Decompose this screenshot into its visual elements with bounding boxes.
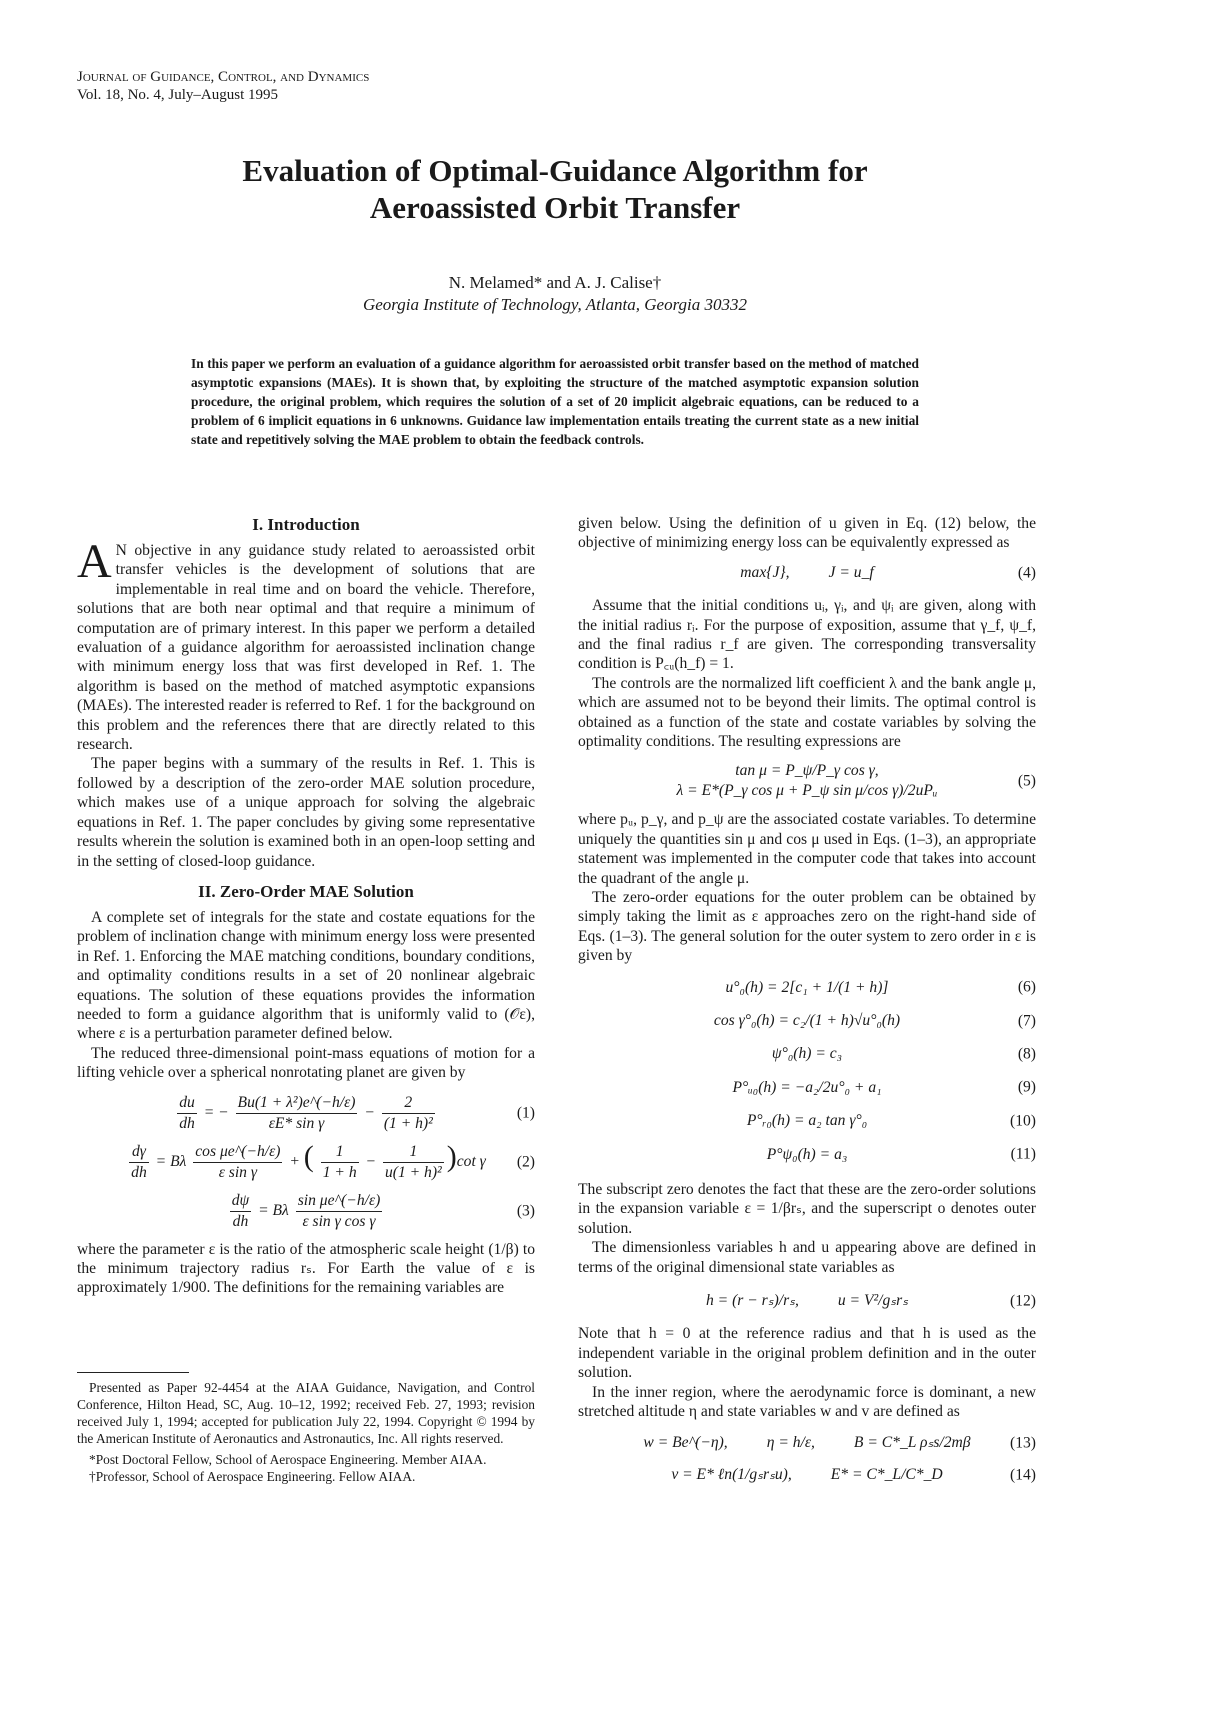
eq-text: ε sin γ cos γ xyxy=(296,1211,383,1232)
eq-text: dψ xyxy=(231,1191,250,1209)
equation-number: (2) xyxy=(516,1153,535,1171)
paragraph: The controls are the normalized lift coefficient λ and the bank angle μ, which are assumed not to be beyond their limits. The optimal control is obtained as a function of the state and costate variables by solving the optimality conditions. The resulting expressions are xyxy=(578,674,1036,751)
equation-number: (14) xyxy=(1010,1465,1036,1483)
equation-9 xyxy=(578,1078,1036,1097)
author-block xyxy=(0,272,1110,316)
equation-14 xyxy=(578,1465,1036,1484)
equation-number: (6) xyxy=(1017,978,1036,996)
equation-number: (3) xyxy=(516,1202,535,1220)
eq-text: P°ψ₀(h) = a₃ xyxy=(766,1145,848,1163)
title-text: Evaluation of Optimal-Guidance Algorithm for Aeroassisted Orbit Transfer xyxy=(242,153,868,225)
equation-number: (9) xyxy=(1017,1078,1036,1096)
equation-number: (1) xyxy=(516,1104,535,1122)
paragraph: given below. Using the definition of u given in Eq. (12) below, the objective of minimizing energy loss can be equivalently expressed as xyxy=(578,515,1036,552)
equation-13 xyxy=(578,1433,1036,1452)
equation-number: (12) xyxy=(1010,1292,1036,1309)
equation-number: (10) xyxy=(1010,1112,1036,1130)
footnote: *Post Doctoral Fellow, School of Aerospace Engineering. Member AIAA. xyxy=(89,1452,487,1467)
section-heading-introduction: I. Introduction xyxy=(252,515,360,534)
paragraph: The subscript zero denotes the fact that these are the zero-order solutions in the expansion variable ε = 1/βrₛ, and the superscript o denotes outer solution. xyxy=(578,1180,1036,1237)
eq-text: tan μ = P_ψ/P_γ cos γ, xyxy=(735,762,879,780)
paragraph: The dimensionless variables h and u appearing above are defined in terms of the original dimensional state variables as xyxy=(578,1239,1036,1276)
equation-number: (8) xyxy=(1017,1045,1036,1063)
section-heading-zero-order: II. Zero-Order MAE Solution xyxy=(198,881,414,901)
left-column xyxy=(77,512,535,1298)
eq-text: ε sin γ xyxy=(193,1162,282,1183)
eq-text: P°ᵤ₀(h) = −a₂/2u°₀ + a₁ xyxy=(732,1078,882,1096)
equation-number: (4) xyxy=(1017,563,1036,581)
eq-text: 1 + h xyxy=(322,1163,357,1181)
eq-text: u(1 + h)² xyxy=(384,1163,442,1181)
paragraph: Note that h = 0 at the reference radius and that h is used as the independent variable in the original problem definition and in the outer solution. xyxy=(578,1325,1036,1382)
footnote: †Professor, School of Aerospace Engineering. Fellow AIAA. xyxy=(89,1469,416,1484)
eq-text: λ = E*(P_γ cos μ + P_ψ sin μ/cos γ)/2uPᵤ xyxy=(676,781,938,799)
equation-8 xyxy=(578,1044,1036,1063)
paragraph-text: N objective in any guidance study related to aeroassisted orbit transfer vehicles is the development of solutions that are implementable in real time and on board the vehicle. Therefore, solutions that are both near optimal and that require a minimum of computation are of primary interest. In this paper we perform a detailed evaluation of a guidance algorithm for aeroassisted inclination change with minimum energy loss that was first developed in Ref. 1. The algorithm is based on the method of matched asymptotic expansions (MAEs). The interested reader is referred to Ref. 1 for the background on this problem and the references there that are directly related to this research. xyxy=(77,542,535,754)
paragraph: A complete set of integrals for the state and costate equations for the problem of inclination change with minimum energy loss were presented in Ref. 1. Enforcing the MAE matching conditions, boundary conditions, and optimality conditions results in a set of 20 nonlinear algebraic equations. The solution of these equations provides the information needed to form a guidance algorithm that is uniformly valid to (𝒪ε), where ε is a perturbation parameter defined below. xyxy=(77,908,535,1043)
authors: N. Melamed* and A. J. Calise† xyxy=(448,273,662,292)
equation-4 xyxy=(578,563,1036,582)
paragraph: The reduced three-dimensional point-mass equations of motion for a lifting vehicle over a spherical nonrotating planet are given by xyxy=(77,1044,535,1082)
abstract: In this paper we perform an evaluation of a guidance algorithm for aeroassisted orbit transfer based on the method of matched asymptotic expansions (MAEs). It is shown that, by exploiting the structure of the matched asymptotic expansion solution procedure, the original problem, which requires the solution of a set of 20 implicit algebraic equations, can be reduced to a problem of 6 implicit equations in 6 unknowns. Guidance law implementation entails treating the current state as a new initial state and repetitively solving the MAE problem to obtain the feedback controls. xyxy=(191,356,919,447)
eq-text: P°ᵣ₀(h) = a₂ tan γ°₀ xyxy=(746,1112,868,1130)
journal-header xyxy=(77,68,369,104)
eq-text: max{J}, J = u_f xyxy=(740,563,874,581)
right-column xyxy=(578,514,1036,1496)
paper-title xyxy=(0,152,1110,226)
paragraph: The zero-order equations for the outer problem can be obtained by simply taking the limit as ε approaches zero on the right-hand side of Eqs. (1–3). The general solution for the outer system to zero order in ε is given by xyxy=(578,888,1036,965)
eq-text: dh xyxy=(179,1114,195,1132)
drop-cap: A xyxy=(77,535,112,588)
affiliation: Georgia Institute of Technology, Atlanta, Georgia 30332 xyxy=(362,295,748,314)
equation-10 xyxy=(578,1111,1036,1130)
equation-2: $\frac{d\gamma}{dh}$ = Bλ $\frac{\text{cos μe\textasciicircum{}(−h/ε)}}{\text{ε sin γ}}$ + ( $\frac{1}{1 + h}$ − $\frac{1}{\text{u(1 + h)²}}$ )cot γ (2) xyxy=(131,1139,535,1181)
eq-text: dh xyxy=(230,1211,251,1232)
paragraph xyxy=(77,535,535,754)
equation-number: (13) xyxy=(1010,1434,1036,1452)
equation-6 xyxy=(578,978,1036,997)
footnote: Presented as Paper 92-4454 at the AIAA Guidance, Navigation, and Control Conference, Hilton Head, SC, Aug. 10–12, 1992; received Feb. 27, 1993; revision received July 1, 1994; accepted for publication July 22, 1994. Copyright © 1994 by the American Institute of Aeronautics and Astronautics, Inc. All rights reserved. xyxy=(77,1380,535,1446)
eq-text: cos μe^(−h/ε) xyxy=(195,1142,281,1160)
eq-text: u°₀(h) = 2[c₁ + 1/(1 + h)] xyxy=(725,978,889,996)
eq-text: Bu(1 + λ²)e^(−h/ε) xyxy=(237,1093,356,1111)
journal-volume: Vol. 18, No. 4, July–August 1995 xyxy=(77,87,278,103)
footnotes xyxy=(77,1372,535,1489)
eq-text: dh xyxy=(131,1163,147,1181)
eq-text: du xyxy=(179,1093,195,1111)
paragraph: Assume that the initial conditions uᵢ, γᵢ, and ψᵢ are given, along with the initial radius rᵢ. For the purpose of exposition, assume that γ_f, ψ_f, and the final radius r_f are given. The corresponding transversality condition is P꜀ᵤ(h_f) = 1. xyxy=(578,597,1036,673)
eq-text: εE* sin γ xyxy=(236,1113,358,1134)
equation-number: (7) xyxy=(1017,1011,1036,1029)
eq-text: ψ°₀(h) = c₃ xyxy=(771,1045,843,1063)
eq-text: (1 + h)² xyxy=(383,1114,433,1132)
equation-1: $\frac{du}{dh}$ = − $\frac{\text{Bu(1 + λ²)e\textasciicircum{}(−h/ε)}}{\text{εE* sin γ}}$ − $\frac{2}{\text{(1 + h)²}}$ (1) xyxy=(179,1093,535,1132)
paragraph: In the inner region, where the aerodynamic force is dominant, a new stretched altitude η and state variables w and v are defined as xyxy=(578,1383,1036,1421)
eq-text: 1 xyxy=(335,1142,344,1160)
eq-text: sin μe^(−h/ε) xyxy=(297,1191,381,1209)
eq-text: dγ xyxy=(131,1142,146,1160)
equation-7 xyxy=(578,1011,1036,1030)
paragraph: where pᵤ, p_γ, and p_ψ are the associated costate variables. To determine uniquely the quantities sin μ and cos μ used in Eqs. (1–3), an appropriate statement was implemented in the computer code that takes into account the quadrant of the angle μ. xyxy=(578,811,1036,887)
equation-number: (5) xyxy=(1017,772,1036,790)
footnote-divider xyxy=(77,1372,189,1373)
eq-text: 1 xyxy=(409,1142,418,1160)
eq-text: v = E* ℓn(1/gₛrₛu), E* = C*_L/C*_D xyxy=(671,1465,943,1483)
equation-number: (11) xyxy=(1010,1145,1036,1163)
paragraph: where the parameter ε is the ratio of the atmospheric scale height (1/β) to the minimum trajectory radius rₛ. For Earth the value of ε is approximately 1/900. The definitions for the remaining variables are xyxy=(77,1240,535,1297)
eq-text: 2 xyxy=(404,1093,413,1111)
eq-text: cot γ xyxy=(456,1152,486,1170)
journal-name: Journal of Guidance, Control, and Dynamics xyxy=(77,69,370,85)
eq-text: w = Be^(−η), η = h/ε, B = C*_L ρₛs/2mβ xyxy=(643,1434,971,1452)
equation-5 xyxy=(578,761,1036,800)
equation-12 xyxy=(578,1291,1036,1310)
eq-text: cos γ°₀(h) = c₂/(1 + h)√u°₀(h) xyxy=(713,1011,901,1029)
equation-11 xyxy=(578,1145,1036,1164)
paragraph: The paper begins with a summary of the results in Ref. 1. This is followed by a description of the zero-order MAE solution procedure, which makes use of a unique approach for solving the algebraic equations in Ref. 1. The paper concludes by giving some representative results wherein the solution is examined both in an open-loop setting and in the setting of closed-loop guidance. xyxy=(77,755,535,870)
eq-text: h = (r − rₛ)/rₛ, u = V²/gₛrₛ xyxy=(705,1292,909,1309)
equation-3: $\frac{d\psi}{dh}$ = Bλ $\frac{\text{sin μe\textasciicircum{}(−h/ε)}}{\text{ε sin γ cos γ}}$ (3) xyxy=(231,1191,535,1230)
